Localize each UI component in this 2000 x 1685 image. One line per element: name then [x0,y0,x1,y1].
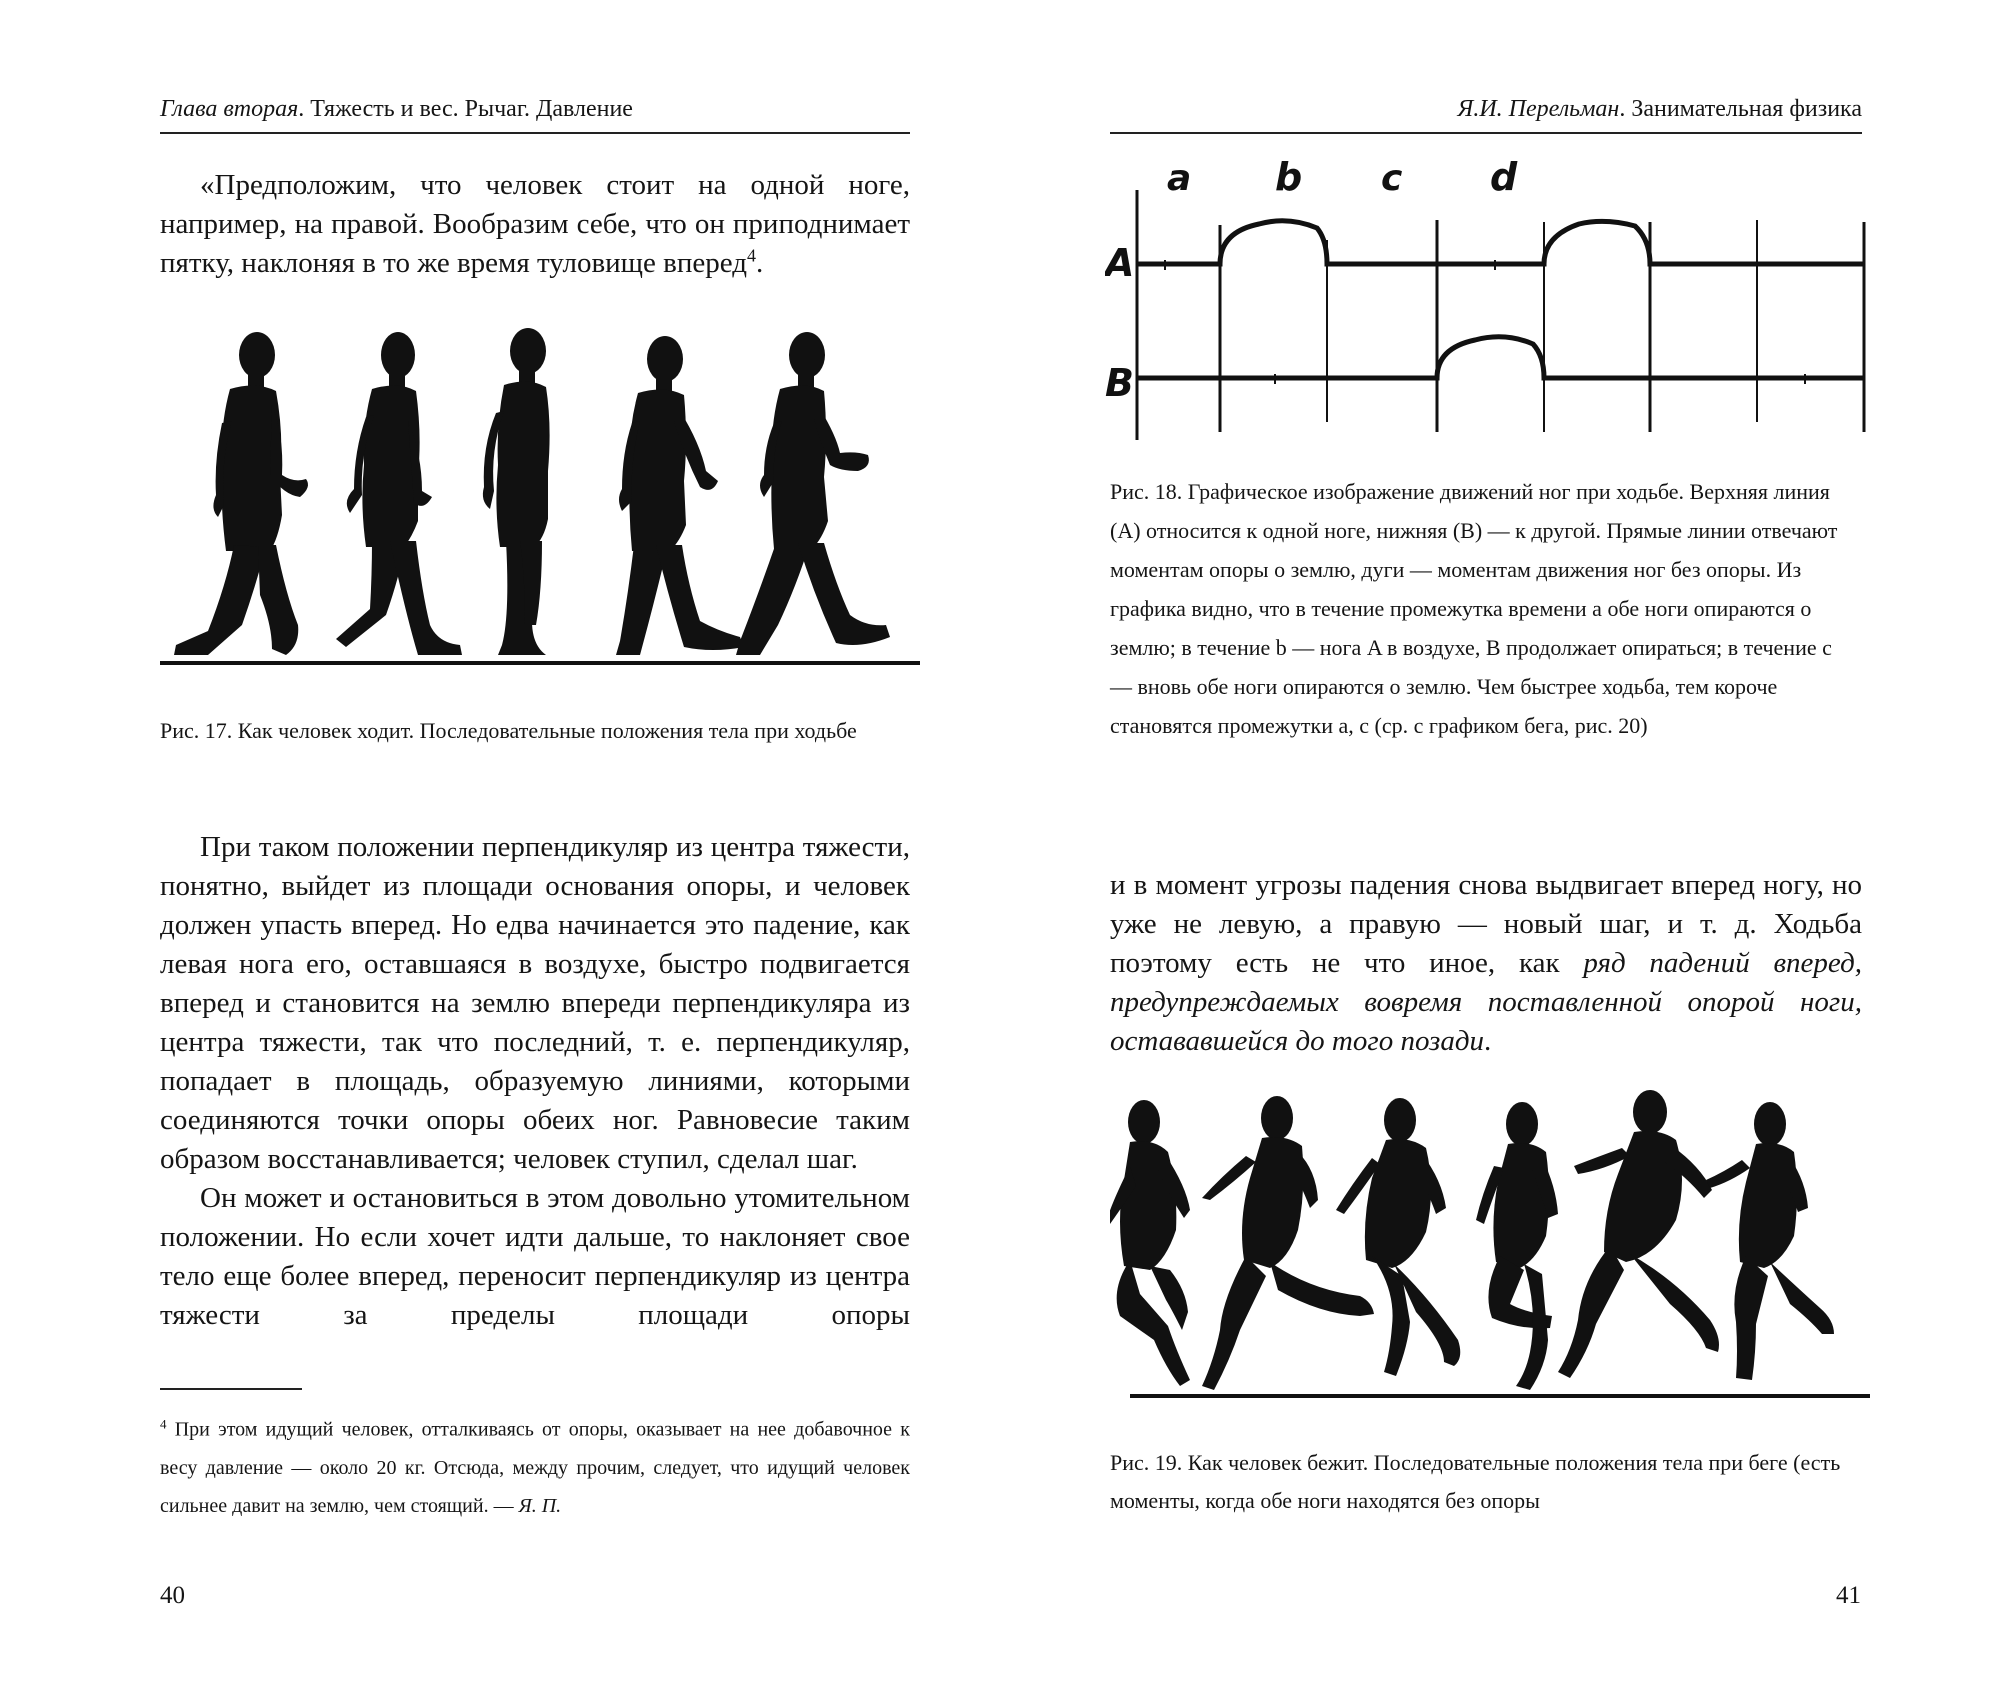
figure-19-caption: Рис. 19. Как человек бежит. Последовательные положения тела при беге (есть моменты, когда обе ноги находятся без опоры [1110,1450,1841,1513]
footnote-text: При этом идущий человек, отталкиваясь от опоры, оказывает на нее добавочное к весу давление — около 20 кг. Отсюда, между прочим, следует, что идущий человек сильнее давит на землю, чем стоящий. — [160,1418,911,1517]
running-head-title: . Тяжесть и вес. Рычаг. Давление [298,96,633,122]
running-head-author: Я.И. Перельман [1457,96,1620,122]
label-a: a [1167,160,1192,199]
footnote-rule [160,1388,302,1390]
running-ground-line [1130,1394,1870,1398]
paragraph-right-text: и в момент угрозы падения снова выдвигает вперед ногу, но уже не левую, а правую — новый шаг, и т. д. Ходьба поэтому есть не что иное, как [1110,869,1862,979]
label-b: b [1275,160,1303,199]
running-head-book: . Занимательная физика [1619,96,1862,122]
walking-silhouette-1 [174,332,308,655]
label-c: c [1381,160,1403,199]
walking-figure [160,325,920,673]
figure-18-caption: Рис. 18. Графическое изображение движений ног при ходьбе. Верхняя линия (A) относится к одной ноге, нижняя (B) — к другой. Прямые линии отвечают моментам опоры о землю, дуги — моментам движения ног без опоры. Из графика видно, что в течение промежутка времени a обе ноги опираются о землю; в течение b — нога A в воздухе, B продолжает опираться; в течение c — вновь обе ноги опираются о землю. Чем быстрее ходьба, тем короче становятся промежутки a, c (ср. с графиком бега, рис. 20) [1110,479,1838,738]
footnote-mark: 4 [160,1416,167,1431]
running-silhouette-3 [1336,1098,1460,1376]
intro-note-mark: 4 [746,245,756,266]
paragraph-right-end: . [1484,1025,1492,1057]
running-silhouette-4 [1476,1102,1558,1390]
running-silhouette-2 [1202,1096,1374,1390]
label-A: A [1105,241,1135,285]
figure-17-caption: Рис. 17. Как человек ходит. Последовательные положения тела при ходьбе [160,718,857,743]
running-silhouette-5 [1558,1090,1719,1378]
label-d: d [1490,160,1518,199]
ground-line [160,661,920,665]
running-figure [1110,1090,1870,1410]
footnote [160,1405,910,1525]
running-head-left [160,92,910,134]
intro-text-body: «Предположим, что человек стоит на одной ноге, например, на правой. Вообразим себе, что он приподнимает пятку, наклоняя в то же время туловище вперед [160,169,910,279]
intro-text-end: . [755,247,764,279]
running-silhouette-1 [1110,1100,1190,1386]
footnote-author: Я. П. [518,1494,562,1517]
paragraph-1: При таком положении перпендикуляр из центра тяжести, понятно, выйдет из площади основания опоры, и человек должен упасть вперед. Но едва начинается это падение, как левая нога его, оставшаяся в воздухе, быстро подвигается вперед и становится на землю впереди перпендикуляра из центра тяжести, так что последний, т. е. перпендикуляр, попадает в площадь, образуемую линиями, которыми соединяются точки опоры обеих ног. Равновесие таким образом восстанавливается; человек ступил, сделал шаг. [160,831,910,1175]
running-head-chapter: Глава вторая [160,96,299,122]
main-text-left [160,828,910,1335]
gait-diagram [1105,160,1875,440]
page-number-right: 41 [1836,1582,1861,1609]
label-B: B [1105,361,1134,405]
running-head-right [1110,92,1862,134]
walking-silhouette-4 [616,336,744,655]
walking-silhouette-5 [736,332,890,655]
walking-silhouette-3 [483,328,550,655]
page-number-left: 40 [160,1582,185,1609]
running-silhouette-6 [1706,1102,1834,1380]
walking-silhouette-2 [336,332,462,655]
paragraph-right-italic: ряд падений вперед, предупреждаемых вовремя поставленной опорой ноги, остававшейся до того позади [1110,947,1862,1057]
paragraph-2: Он может и остановиться в этом довольно утомительном положении. Но если хочет идти дальше, то наклоняет свое тело еще более вперед, переносит перпендикуляр из центра тяжести за пределы площади опоры [160,1182,910,1331]
right-page [1000,0,2000,1685]
intro-text [160,166,910,283]
main-text-right [1110,866,1862,1061]
